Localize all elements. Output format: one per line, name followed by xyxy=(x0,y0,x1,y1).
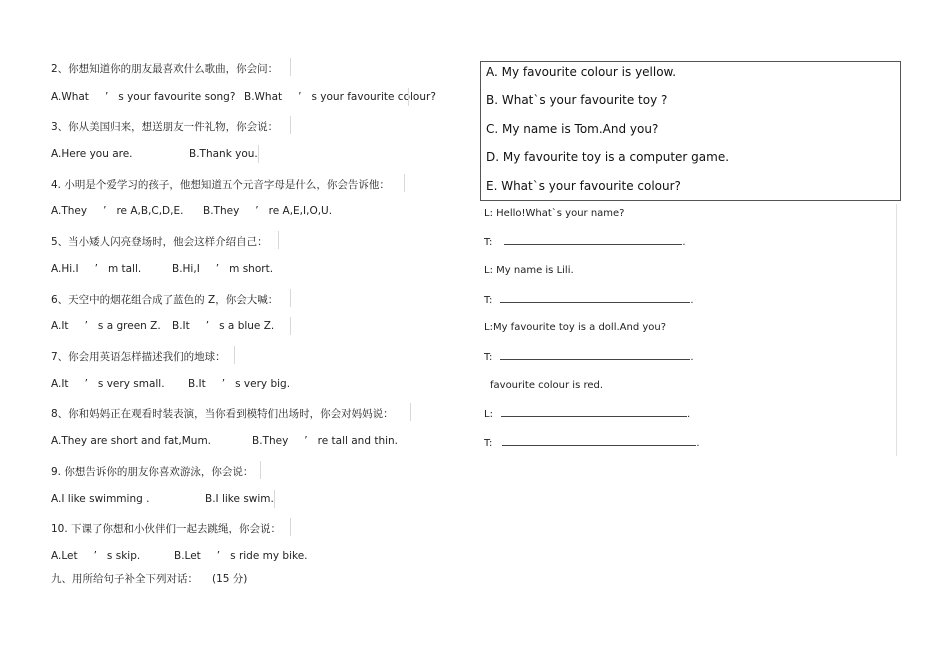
divider xyxy=(404,174,405,192)
question-5-prompt: 5、当小矮人闪亮登场时，他会这样介绍自己： xyxy=(51,236,268,248)
question-6-prompt: 6、天空中的烟花组合成了蓝色的 Z，你会大喊： xyxy=(51,294,279,306)
question-2-option-a[interactable]: A.What ’ s your favourite song? xyxy=(51,91,236,103)
question-2-option-b[interactable]: B.What ’ s your favourite colour? xyxy=(244,91,436,103)
option-c: C. My name is Tom.And you? xyxy=(486,122,659,136)
question-4-prompt: 4. 小明是个爱学习的孩子，他想知道五个元音字母是什么，你会告诉他： xyxy=(51,179,390,191)
answer-blank[interactable] xyxy=(500,351,690,360)
dialogue-line-4[interactable]: T: . xyxy=(484,295,694,306)
question-7-option-b[interactable]: B.It ’ s very big. xyxy=(188,378,291,390)
question-5-option-b[interactable]: B.Hi,I ’ m short. xyxy=(172,263,274,275)
dialogue-line-9[interactable]: T: . xyxy=(484,438,700,449)
option-b: B. What`s your favourite toy ? xyxy=(486,93,668,107)
divider xyxy=(290,289,291,307)
question-6-option-a[interactable]: A.It ’ s a green Z. xyxy=(51,320,161,332)
dialogue-right-border xyxy=(896,204,897,456)
answer-blank[interactable] xyxy=(501,408,687,417)
question-3-option-a[interactable]: A.Here you are. xyxy=(51,148,133,160)
question-8-prompt: 8、你和妈妈正在观看时装表演，当你看到模特们出场时，你会对妈妈说： xyxy=(51,408,394,420)
question-9-prompt: 9. 你想告诉你的朋友你喜欢游泳，你会说： xyxy=(51,466,254,478)
options-box xyxy=(480,61,901,201)
divider xyxy=(290,116,291,134)
divider xyxy=(278,231,279,249)
divider xyxy=(274,490,275,508)
question-2-prompt: 2、你想知道你的朋友最喜欢什么歌曲，你会问： xyxy=(51,63,279,75)
question-3-option-b[interactable]: B.Thank you. xyxy=(189,148,258,160)
dialogue-line-2[interactable]: T: . xyxy=(484,237,686,248)
dialogue-line-5: L:My favourite toy is a doll.And you? xyxy=(484,322,667,333)
question-4-option-a[interactable]: A.They ’ re A,B,C,D,E. xyxy=(51,205,184,217)
answer-blank[interactable] xyxy=(502,437,696,446)
question-10-option-a[interactable]: A.Let ’ s skip. xyxy=(51,550,141,562)
divider xyxy=(410,403,411,421)
divider xyxy=(290,317,291,335)
question-5-option-a[interactable]: A.Hi.I ’ m tall. xyxy=(51,263,142,275)
question-10-option-b[interactable]: B.Let ’ s ride my bike. xyxy=(174,550,308,562)
question-4-option-b[interactable]: B.They ’ re A,E,I,O,U. xyxy=(203,205,333,217)
question-8-option-b[interactable]: B.They ’ re tall and thin. xyxy=(252,435,399,447)
question-7-option-a[interactable]: A.It ’ s very small. xyxy=(51,378,165,390)
dialogue-line-1: L: Hello!What`s your name? xyxy=(484,208,625,219)
dialogue-line-8[interactable]: L: . xyxy=(484,409,691,420)
question-6-option-b[interactable]: B.It ’ s a blue Z. xyxy=(172,320,275,332)
section-title: 九、用所给句子补全下列对话： (15 分) xyxy=(51,573,248,585)
question-9-option-b[interactable]: B.I like swim. xyxy=(205,493,274,505)
divider xyxy=(408,88,409,106)
dialogue-line-6[interactable]: T: . xyxy=(484,352,694,363)
divider xyxy=(290,518,291,536)
divider xyxy=(290,58,291,76)
option-a: A. My favourite colour is yellow. xyxy=(486,65,677,79)
question-10-prompt: 10. 下课了你想和小伙伴们一起去跳绳，你会说： xyxy=(51,523,282,535)
question-7-prompt: 7、你会用英语怎样描述我们的地球： xyxy=(51,351,226,363)
divider xyxy=(234,346,235,364)
question-9-option-a[interactable]: A.I like swimming . xyxy=(51,493,150,505)
divider xyxy=(258,145,259,163)
answer-blank[interactable] xyxy=(500,294,690,303)
dialogue-line-3: L: My name is Lili. xyxy=(484,265,574,276)
option-d: D. My favourite toy is a computer game. xyxy=(486,150,730,164)
option-e: E. What`s your favourite colour? xyxy=(486,179,681,193)
answer-blank[interactable] xyxy=(504,236,682,245)
dialogue-line-7: favourite colour is red. xyxy=(490,380,604,391)
question-8-option-a[interactable]: A.They are short and fat,Mum. xyxy=(51,435,212,447)
divider xyxy=(260,461,261,479)
question-3-prompt: 3、你从美国归来，想送朋友一件礼物，你会说： xyxy=(51,121,279,133)
